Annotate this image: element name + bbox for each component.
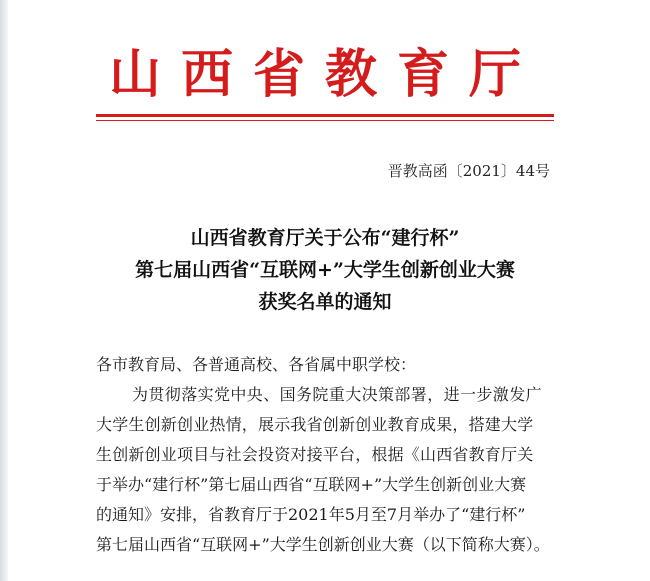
notice-title-line-1: 山西省教育厅关于公布“建行杯” — [190, 227, 460, 249]
body-line-4: 于举办“建行杯”第七届山西省“互联网+”大学生创新创业大赛 — [96, 475, 527, 494]
notice-title-line-3: 获奖名单的通知 — [258, 291, 392, 313]
body-line-5: 的通知》安排，省教育厅于2021年5月至7月举办了“建行杯” — [96, 505, 526, 524]
document-number: 晋教高函〔2021〕44号 — [387, 162, 550, 180]
body-line-1: 为贯彻落实党中央、国务院重大决策部署，进一步激发广 — [132, 385, 543, 404]
header-red-rule-thick — [96, 114, 554, 117]
body-line-3: 生创新创业项目与社会投资对接平台，根据《山西省教育厅关 — [96, 445, 534, 464]
page-left-edge — [0, 0, 8, 581]
addressee-line: 各市教育局、各普通高校、各省属中职学校： — [96, 355, 417, 374]
notice-title — [80, 222, 570, 318]
body-line-6: 第七届山西省“互联网+”大学生创新创业大赛（以下简称大赛）。 — [96, 535, 550, 554]
body-line-2: 大学生创新创业热情，展示我省创新创业教育成果，搭建大学 — [96, 415, 534, 434]
issuer-header: 山西省教育厅 — [108, 44, 541, 105]
notice-title-line-2: 第七届山西省“互联网+”大学生创新创业大赛 — [135, 259, 515, 281]
header-red-rule-thin — [96, 120, 554, 121]
